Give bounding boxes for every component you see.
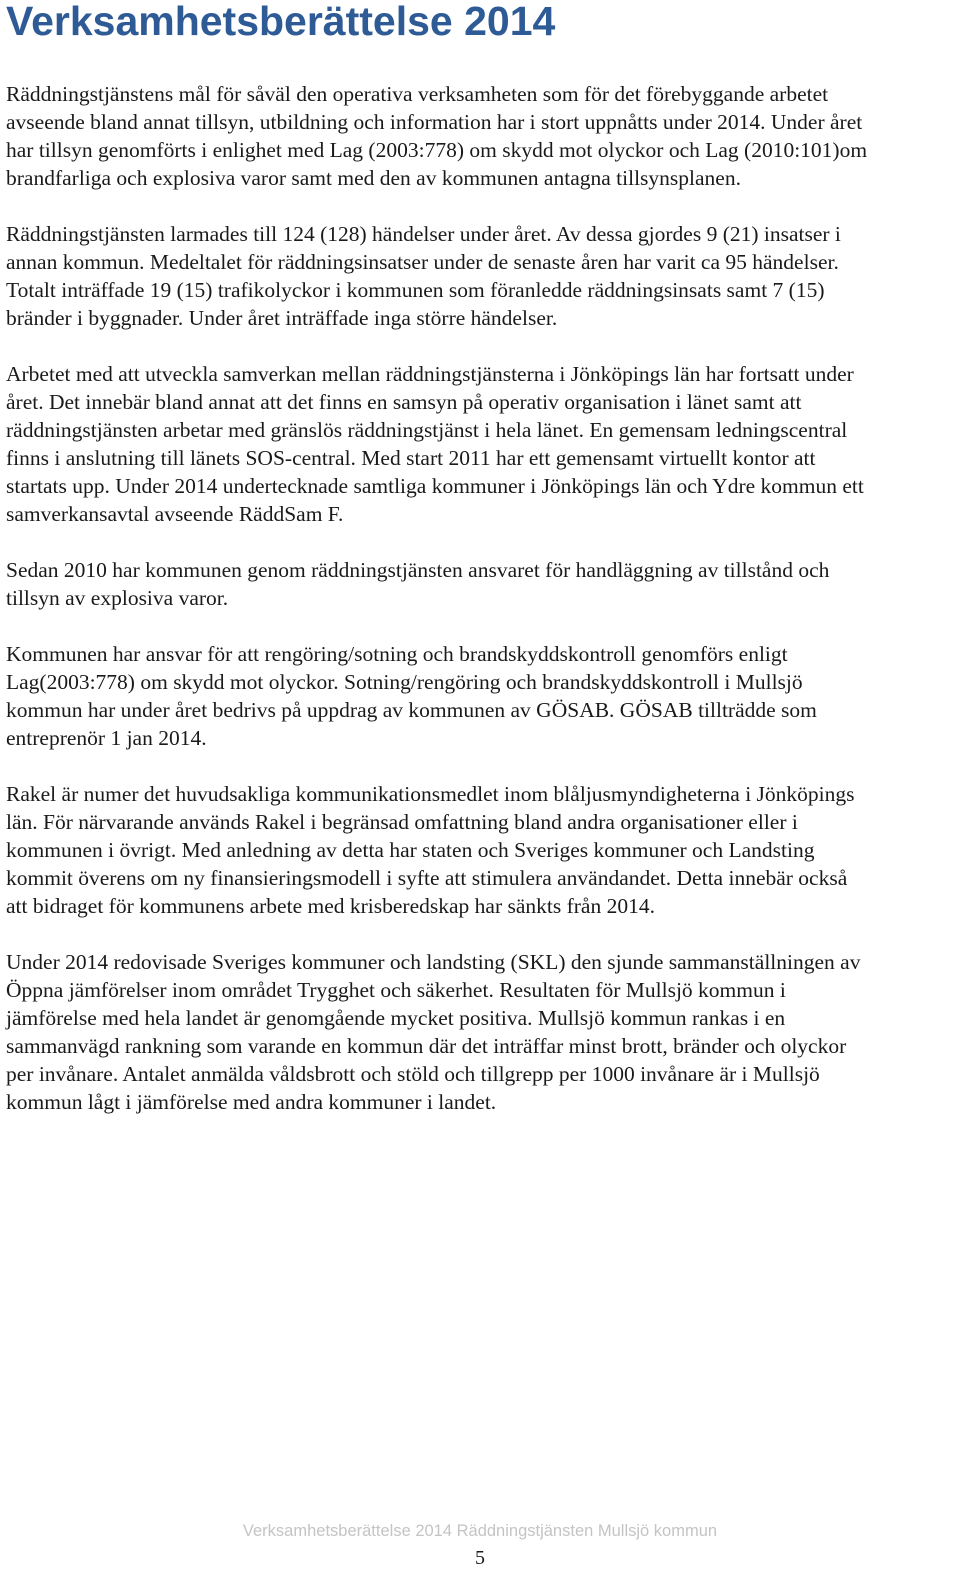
- paragraph-line: län. För närvarande används Rakel i begränsad omfattning bland andra organisationer eller i: [6, 810, 798, 834]
- paragraph-line: året. Det innebär bland annat att det finns en samsyn på operativ organisation i länet samt att: [6, 390, 802, 414]
- paragraph-line: annan kommun. Medeltalet för räddningsinsatser under de senaste åren har varit ca 95 händelser.: [6, 250, 839, 274]
- paragraph-line: Totalt inträffade 19 (15) trafikolyckor i kommunen som föranledde räddningsinsats samt 7 (15): [6, 278, 825, 302]
- document-body: [6, 80, 956, 1144]
- paragraph-line: per invånare. Antalet anmälda våldsbrott och stöld och tillgrepp per 1000 invånare är i Mullsjö: [6, 1062, 820, 1086]
- paragraph-line: tillsyn av explosiva varor.: [6, 586, 229, 610]
- paragraph-line: finns i anslutning till länets SOS-central. Med start 2011 har ett gemensamt virtuellt kontor att: [6, 446, 816, 470]
- paragraph-line: räddningstjänsten arbetar med gränslös räddningstjänst i hela länet. En gemensam ledningscentral: [6, 418, 848, 442]
- paragraph-explosives: [6, 556, 956, 612]
- paragraph-line: brandfarliga och explosiva varor samt med den av kommunen antagna tillsynsplanen.: [6, 166, 741, 190]
- paragraph-line: startats upp. Under 2014 undertecknade samtliga kommuner i Jönköpings län och Ydre kommun ett: [6, 474, 864, 498]
- paragraph-line: Lag(2003:778) om skydd mot olyckor. Sotning/rengöring och brandskyddskontroll i Mullsjö: [6, 670, 803, 694]
- paragraph-line: Öppna jämförelser inom området Trygghet och säkerhet. Resultaten för Mullsjö kommun i: [6, 978, 786, 1002]
- paragraph-line: Räddningstjänstens mål för såväl den operativa verksamheten som för det förebyggande arbetet: [6, 82, 829, 106]
- paragraph-line: Kommunen har ansvar för att rengöring/sotning och brandskyddskontroll genomförs enligt: [6, 642, 788, 666]
- paragraph-line: bränder i byggnader. Under året inträffade inga större händelser.: [6, 306, 558, 330]
- paragraph-line: kommunen i övrigt. Med anledning av detta har staten och Sveriges kommuner och Landsting: [6, 838, 815, 862]
- paragraph-line: Under 2014 redovisade Sveriges kommuner och landsting (SKL) den sjunde sammanställningen av: [6, 950, 861, 974]
- paragraph-line: entreprenör 1 jan 2014.: [6, 726, 207, 750]
- paragraph-line: sammanvägd rankning som varande en kommun där det inträffar minst brott, bränder och olyckor: [6, 1034, 847, 1058]
- paragraph-line: att bidraget för kommunens arbete med krisberedskap har sänkts från 2014.: [6, 894, 655, 918]
- paragraph-line: Sedan 2010 har kommunen genom räddningstjänsten ansvaret för handläggning av tillstånd och: [6, 558, 830, 582]
- page-number: 5: [475, 1547, 485, 1569]
- paragraph-line: har tillsyn genomförts i enlighet med Lag (2003:778) om skydd mot olyckor och Lag (2010:101)om: [6, 138, 868, 162]
- paragraph-line: kommun lågt i jämförelse med andra kommuner i landet.: [6, 1090, 497, 1114]
- paragraph-chimney-sweeping: [6, 640, 956, 752]
- page-footer: Verksamhetsberättelse 2014 Räddningstjänsten Mullsjö kommun: [242, 1522, 718, 1540]
- paragraph-line: jämförelse med hela landet är genomgående mycket positiva. Mullsjö kommun rankas i en: [6, 1006, 786, 1030]
- paragraph-line: Arbetet med att utveckla samverkan mellan räddningstjänsterna i Jönköpings län har fortsatt under: [6, 362, 854, 386]
- paragraph-rakel: [6, 780, 956, 920]
- paragraph-line: Räddningstjänsten larmades till 124 (128) händelser under året. Av dessa gjordes 9 (21) insatser i: [6, 222, 841, 246]
- paragraph-objectives: [6, 80, 956, 192]
- paragraph-line: kommit överens om ny finansieringsmodell i syfte att stimulera användandet. Detta innebär också: [6, 866, 848, 890]
- page-title: Verksamhetsberättelse 2014: [6, 0, 556, 44]
- paragraph-line: samverkansavtal avseende RäddSam F.: [6, 502, 344, 526]
- paragraph-line: Rakel är numer det huvudsakliga kommunikationsmedlet inom blåljusmyndigheterna i Jönköpings: [6, 782, 855, 806]
- paragraph-comparisons: [6, 948, 956, 1116]
- paragraph-incidents: [6, 220, 956, 332]
- paragraph-cooperation: [6, 360, 956, 528]
- paragraph-line: avseende bland annat tillsyn, utbildning och information har i stort uppnåtts under 2014. Under året: [6, 110, 863, 134]
- paragraph-line: kommun har under året bedrivs på uppdrag av kommunen av GÖSAB. GÖSAB tillträdde som: [6, 698, 817, 722]
